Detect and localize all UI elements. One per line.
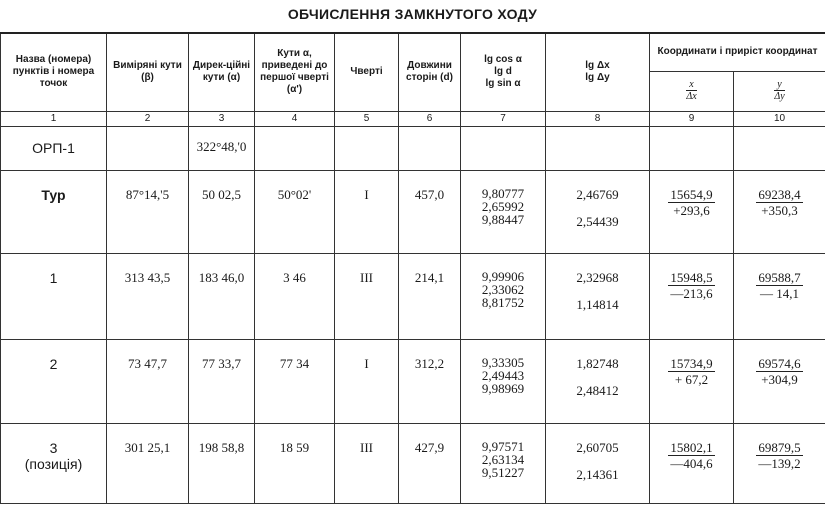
measured-angle xyxy=(107,126,189,170)
lg-cos-value: 9,33305 xyxy=(481,354,525,370)
lg-dx-value: 2,60705 xyxy=(576,439,619,455)
header-lg-dx: lg Δx xyxy=(585,60,610,72)
col-number: 6 xyxy=(399,111,461,126)
dx-value: —213,6 xyxy=(670,285,713,301)
table-row xyxy=(1,423,825,503)
direction-angle: 50 02,5 xyxy=(189,170,255,253)
header-y-label: y xyxy=(774,79,784,91)
lg-dy-value: 2,14361 xyxy=(576,466,619,482)
point-note: (позиція) xyxy=(24,455,83,472)
col-number: 8 xyxy=(546,111,650,126)
reduced-angle: 50°02' xyxy=(255,170,335,253)
col-number: 3 xyxy=(189,111,255,126)
lg-cos-value: 9,99906 xyxy=(481,268,525,284)
side-length: 214,1 xyxy=(399,253,461,339)
point-name: 2 xyxy=(1,339,107,423)
page-title: ОБЧИСЛЕННЯ ЗАМКНУТОГО ХОДУ xyxy=(287,6,538,22)
lg-cos-value: 9,80777 xyxy=(481,185,525,201)
table-row xyxy=(1,170,825,253)
log-values xyxy=(461,170,546,253)
lg-dx-value: 2,32968 xyxy=(576,269,619,285)
log-increments xyxy=(546,253,650,339)
direction-angle: 77 33,7 xyxy=(189,339,255,423)
col-number: 4 xyxy=(255,111,335,126)
header-side-lengths: Довжини сторін (d) xyxy=(399,33,461,111)
quarter: I xyxy=(335,339,399,423)
y-coordinate xyxy=(734,253,825,339)
x-coordinate xyxy=(650,423,734,503)
log-values xyxy=(461,253,546,339)
y-value: 69879,5 xyxy=(758,439,801,455)
y-coordinate xyxy=(734,170,825,253)
table-row xyxy=(1,126,825,170)
table-row xyxy=(1,253,825,339)
direction-angle: 322°48,'0 xyxy=(189,126,255,170)
side-length: 457,0 xyxy=(399,170,461,253)
col-number: 10 xyxy=(734,111,825,126)
traverse-table xyxy=(0,32,825,504)
x-value: 15654,9 xyxy=(670,186,713,202)
header-lg-dy: lg Δy xyxy=(585,72,610,84)
reduced-angle: 18 59 xyxy=(255,423,335,503)
header-log-increments xyxy=(546,33,650,111)
measured-angle: 313 43,5 xyxy=(107,253,189,339)
header-logs xyxy=(461,33,546,111)
side-length: 312,2 xyxy=(399,339,461,423)
x-coordinate xyxy=(650,126,734,170)
lg-dx-value: 1,82748 xyxy=(576,355,619,371)
col-number: 5 xyxy=(335,111,399,126)
dx-value: —404,6 xyxy=(670,455,713,471)
dy-value: — 14,1 xyxy=(760,285,799,301)
header-x xyxy=(650,71,734,111)
x-coordinate xyxy=(650,339,734,423)
col-number: 2 xyxy=(107,111,189,126)
x-value: 15948,5 xyxy=(670,269,713,285)
lg-d-value: 2,49443 xyxy=(481,367,525,383)
log-increments xyxy=(546,423,650,503)
col-number: 1 xyxy=(1,111,107,126)
lg-d-value: 2,63134 xyxy=(481,451,525,467)
log-increments xyxy=(546,170,650,253)
header-lg-d: lg d xyxy=(494,66,512,78)
header-quarters: Чверті xyxy=(335,33,399,111)
lg-dy-value: 2,54439 xyxy=(576,213,619,229)
log-values xyxy=(461,126,546,170)
direction-angle: 183 46,0 xyxy=(189,253,255,339)
header-point-name: Назва (номера) пунктів і номера точок xyxy=(1,33,107,111)
x-value: 15734,9 xyxy=(670,355,713,371)
point-name: Тур xyxy=(1,170,107,253)
point-name xyxy=(1,423,107,503)
quarter xyxy=(335,126,399,170)
x-value: 15802,1 xyxy=(670,439,713,455)
lg-dy-value: 2,48412 xyxy=(576,382,619,398)
dx-value: + 67,2 xyxy=(674,371,709,387)
reduced-angle: 77 34 xyxy=(255,339,335,423)
reduced-angle xyxy=(255,126,335,170)
point-number: 3 xyxy=(49,439,58,456)
point-name: 1 xyxy=(1,253,107,339)
log-increments xyxy=(546,339,650,423)
measured-angle: 73 47,7 xyxy=(107,339,189,423)
header-x-label: x xyxy=(686,79,696,91)
dy-value: —139,2 xyxy=(758,455,801,471)
point-name: ОРП-1 xyxy=(1,126,107,170)
measured-angle: 301 25,1 xyxy=(107,423,189,503)
header-dx-label: Δx xyxy=(686,91,697,102)
y-coordinate xyxy=(734,423,825,503)
lg-dy-value: 1,14814 xyxy=(576,296,619,312)
quarter: III xyxy=(335,253,399,339)
lg-d-value: 2,65992 xyxy=(481,198,525,214)
y-value: 69238,4 xyxy=(758,186,801,202)
lg-cos-value: 9,97571 xyxy=(481,438,525,454)
header-measured-angles: Виміряні кути (β) xyxy=(107,33,189,111)
x-coordinate xyxy=(650,170,734,253)
lg-sin-value: 8,81752 xyxy=(481,294,525,310)
header-reduced-angles: Кути α, приведені до першої чверті (α') xyxy=(255,33,335,111)
quarter: III xyxy=(335,423,399,503)
lg-dx-value: 2,46769 xyxy=(576,186,619,202)
header-lg-sin: lg sin α xyxy=(485,78,521,90)
header-lg-cos: lg cos α xyxy=(484,54,522,66)
lg-sin-value: 9,98969 xyxy=(481,380,525,396)
log-values xyxy=(461,423,546,503)
y-coordinate xyxy=(734,126,825,170)
col-number: 9 xyxy=(650,111,734,126)
dx-value: +293,6 xyxy=(673,202,710,218)
y-coordinate xyxy=(734,339,825,423)
log-values xyxy=(461,339,546,423)
lg-sin-value: 9,51227 xyxy=(481,464,525,480)
header-dy-label: Δy xyxy=(774,91,785,102)
col-number: 7 xyxy=(461,111,546,126)
y-value: 69588,7 xyxy=(758,269,801,285)
lg-d-value: 2,33062 xyxy=(481,281,525,297)
header-coordinates: Координати і приріст координат xyxy=(650,33,825,71)
header-y xyxy=(734,71,825,111)
side-length: 427,9 xyxy=(399,423,461,503)
quarter: I xyxy=(335,170,399,253)
x-coordinate xyxy=(650,253,734,339)
dy-value: +350,3 xyxy=(761,202,798,218)
y-value: 69574,6 xyxy=(758,355,801,371)
direction-angle: 198 58,8 xyxy=(189,423,255,503)
dy-value: +304,9 xyxy=(761,371,798,387)
log-increments xyxy=(546,126,650,170)
measured-angle: 87°14,'5 xyxy=(107,170,189,253)
lg-sin-value: 9,88447 xyxy=(481,211,525,227)
header-direction-angles: Дирек-ційні кути (α) xyxy=(189,33,255,111)
table-row xyxy=(1,339,825,423)
column-number-row xyxy=(1,111,825,126)
side-length xyxy=(399,126,461,170)
reduced-angle: 3 46 xyxy=(255,253,335,339)
